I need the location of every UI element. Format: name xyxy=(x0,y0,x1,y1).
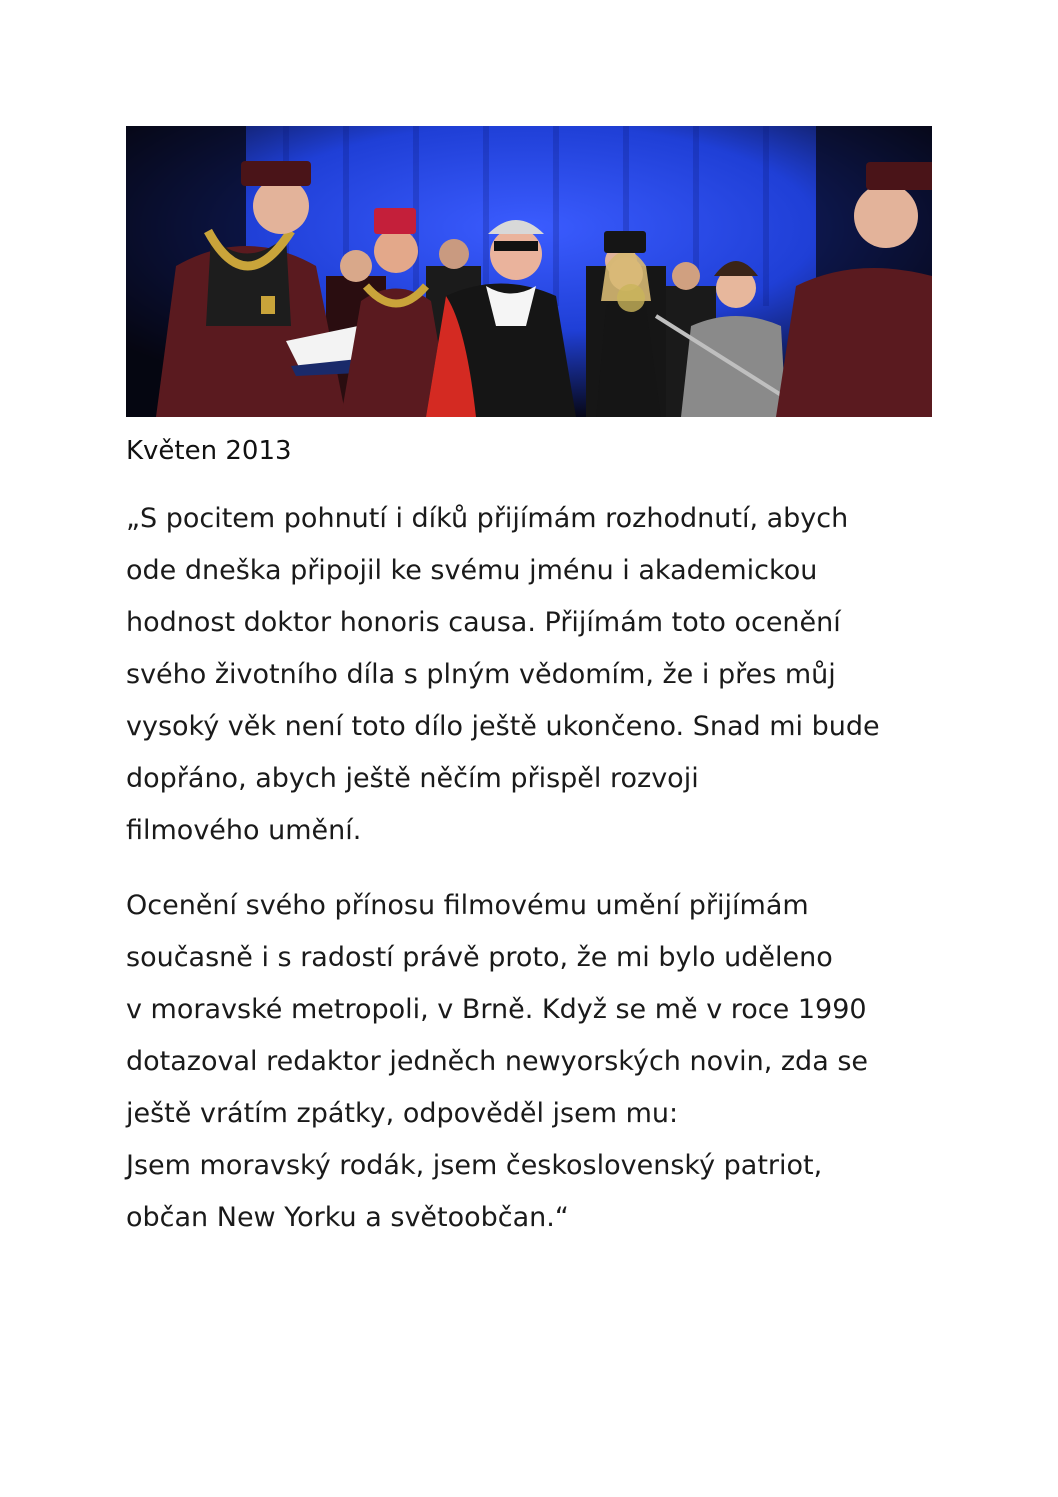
text-line: ode dneška připojil ke svému jménu i akademickou xyxy=(126,555,818,586)
text-line: v moravské metropoli, v Brně. Když se mě v roce 1990 xyxy=(126,994,867,1025)
text-line: vysoký věk není toto dílo ještě ukončeno. Snad mi bude xyxy=(126,711,880,742)
ceremony-photo-illustration xyxy=(126,126,932,417)
date-heading: Květen 2013 xyxy=(126,436,292,466)
ceremony-photo xyxy=(126,126,932,417)
text-line: „S pocitem pohnutí i díků přijímám rozhodnutí, abych xyxy=(126,503,849,534)
quote-paragraph-1 xyxy=(126,493,880,857)
text-line: Ocenění svého přínosu filmovému umění přijímám xyxy=(126,890,809,921)
quote-paragraph-2 xyxy=(126,880,868,1244)
text-line: dopřáno, abych ještě něčím přispěl rozvoji xyxy=(126,763,699,794)
text-line: občan New Yorku a světoobčan.“ xyxy=(126,1202,569,1233)
text-line: svého životního díla s plným vědomím, že i přes můj xyxy=(126,659,836,690)
text-line: filmového umění. xyxy=(126,815,362,846)
text-line: současně i s radostí právě proto, že mi bylo uděleno xyxy=(126,942,833,973)
text-line: ještě vrátím zpátky, odpověděl jsem mu: xyxy=(126,1098,679,1129)
text-line: hodnost doktor honoris causa. Přijímám toto ocenění xyxy=(126,607,841,638)
text-line: Jsem moravský rodák, jsem československý patriot, xyxy=(126,1150,823,1181)
text-line: dotazoval redaktor jedněch newyorských novin, zda se xyxy=(126,1046,868,1077)
